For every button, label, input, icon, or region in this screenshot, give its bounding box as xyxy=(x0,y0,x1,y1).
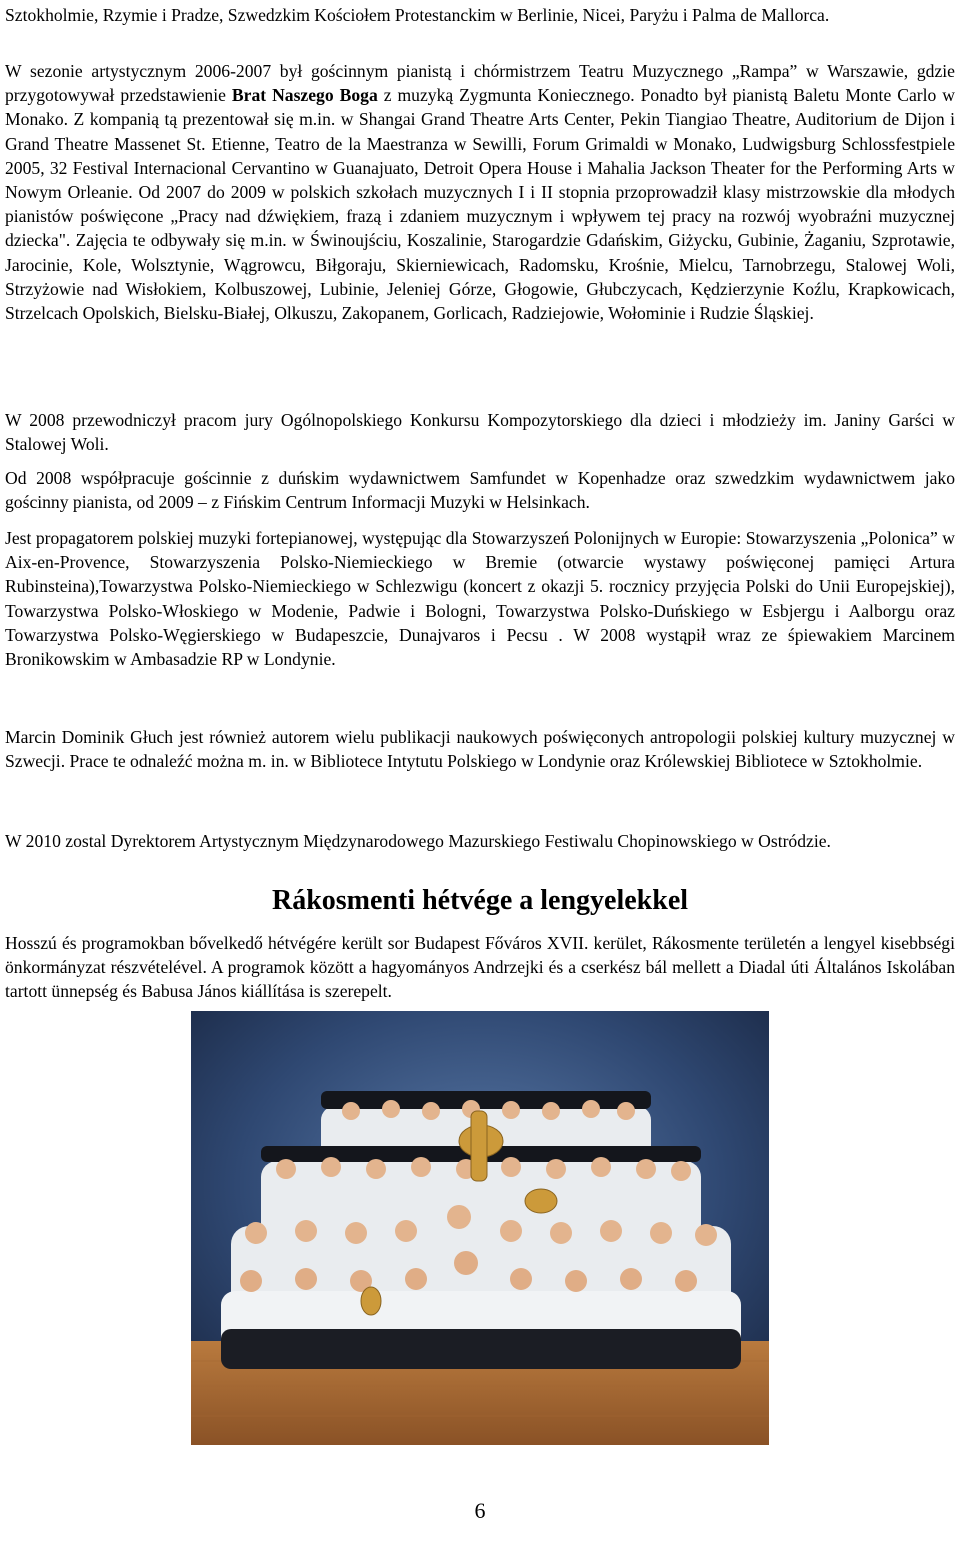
paragraph-text-rest: z muzyką Zygmunta Koniecznego. Ponadto był pianistą Baletu Monte Carlo w Monako. Z kompanią tą prezentował się m.in. w Shangai Grand Theatre Arts Center, Pekin Tiangiao Theatre, Auditorium de Dijon i Grand Theatre Massenet St. Etienne, Teatro de la Maestranza w Sewilli, Forum Grimaldi w Monako, Ludwigsburg Schlossfestpiele 2005, 32 Festival Internacional Cervantino w Guanajuato, Detroit Opera House i Mahalia Jackson Theater for the Performing Arts w Nowym Orleanie. Od 2007 do 2009 w polskich szkołach muzycznych I i II stopnia przoprowadził klasy mistrzowskie dla młodych pianistów poświęcone „Pracy nad dźwiękiem, frazą i zdaniem muzycznym i wpływem tej pracy na rozwój wyobraźni muzycznej dziecka". Zajęcia te odbywały się m.in. w Świnoujściu, Koszalinie, Starogardzie Gdańskim, Giżycku, Gubinie, Żaganiu, Szprotawie, Jarocinie, Kole, Wolsztynie, Wągrowcu, Biłgoraju, Skierniewicach, Radomsku, Krośnie, Mielcu, Tarnobrzegu, Stalowej Woli, Strzyżowie nad Wisłokiem, Kolbuszowej, Lubinie, Jeleniej Górze, Głogowie, Głubczycach, Kędzierzynie Koźlu, Krapkowicach, Strzelcach Opolskich, Bielsku-Białej, Olkuszu, Zakopanem, Gorlicach, Radziejowie, Wołominie i Rudzie Śląskiej. xyxy=(5,85,955,324)
paragraph-text-start: W sezonie artystycznym 2006-2007 był gościnnym pianistą i chórmistrzem Teatru Muzycznego „Rampa” w Warszawie, gdzie przygotowywał przedstawienie xyxy=(5,61,955,106)
section-body xyxy=(5,931,955,1004)
play-title-bold: Brat Naszego Boga xyxy=(231,85,378,106)
paragraph-jury xyxy=(5,408,955,456)
paragraph-festival-director xyxy=(5,829,955,853)
paragraph-publishers xyxy=(5,466,955,514)
paragraph-text: Jest propagatorem polskiej muzyki fortepianowej, występując dla Stowarzyszeń Polonijnych w Europie: Stowarzyszenia „Polonica” w Aix-en-Provence, Stowarzyszenia Polsko-Niemieckiego w Bremie (otwarcie wystawy poświęconej pamięci Artura Rubinsteina),Towarzystwa Polsko-Niemieckiego w Schlezwigu (koncert z okazji 5. rocznicy przyjęcia Polski do Unii Europejskiej), Towarzystwa Polsko-Włoskiego w Modenie, Padwie i Bologni, Towarzystwa Polsko-Duńskiego w Esbjergu i Aalborgu oraz Towarzystwa Polsko-Węgierskiego w Budapeszcie, Dunajvaros i Pecsu . W 2008 wystąpił wraz ze śpiewakiem Marcinem Bronikowskim w Ambasadzie RP w Londynie. xyxy=(5,528,955,670)
paragraph-polonia xyxy=(5,526,955,671)
paragraph-text: W 2010 zostal Dyrektorem Artystycznym Międzynarodowego Mazurskiego Festiwalu Chopinowskiego w Ostródzie. xyxy=(5,831,831,851)
paragraph-text: W 2008 przewodniczył pracom jury Ogólnopolskiego Konkursu Kompozytorskiego dla dzieci i młodzieży im. Janiny Garści w Stalowej Woli. xyxy=(5,410,955,455)
section-title: Rákosmenti hétvége a lengyelekkel xyxy=(271,885,689,916)
paragraph-text: Marcin Dominik Głuch jest również autorem wielu publikacji naukowych poświęconych antropologii polskiej kultury muzycznej w Szwecji. Prace te odnaleźć można m. in. w Bibliotece Intytutu Polskiego w Londynie oraz Królewskiej Bibliotece w Sztokholmie. xyxy=(5,727,955,772)
paragraph-continued xyxy=(5,3,955,27)
paragraph-text: Hosszú és programokban bővelkedő hétvégére került sor Budapest Főváros XVII. kerület, Rákosmente területén a lengyel kisebbségi önkormányzat részvételével. A programok között a hagyományos Andrzejki és a cserkész bál mellett a Diadal úti Általános Iskolában tartott ünnepség és Babusa János kiállítása is szerepelt. xyxy=(5,933,955,1002)
paragraph-publications xyxy=(5,725,955,773)
brass-band-photo xyxy=(191,1011,769,1445)
paragraph-text: Od 2008 współpracuje gościnnie z duńskim wydawnictwem Samfundet w Kopenhadze oraz szwedzkim wydawnictwem jako gościnny pianista, od 2009 – z Fińskim Centrum Informacji Muzyki w Helsinkach. xyxy=(5,468,955,513)
page-number: 6 xyxy=(474,1498,486,1523)
paragraph-rampa-theatre xyxy=(5,59,955,325)
paragraph-text: Sztokholmie, Rzymie i Pradze, Szwedzkim Kościołem Protestanckim w Berlinie, Nicei, Paryżu i Palma de Mallorca. xyxy=(5,5,830,25)
